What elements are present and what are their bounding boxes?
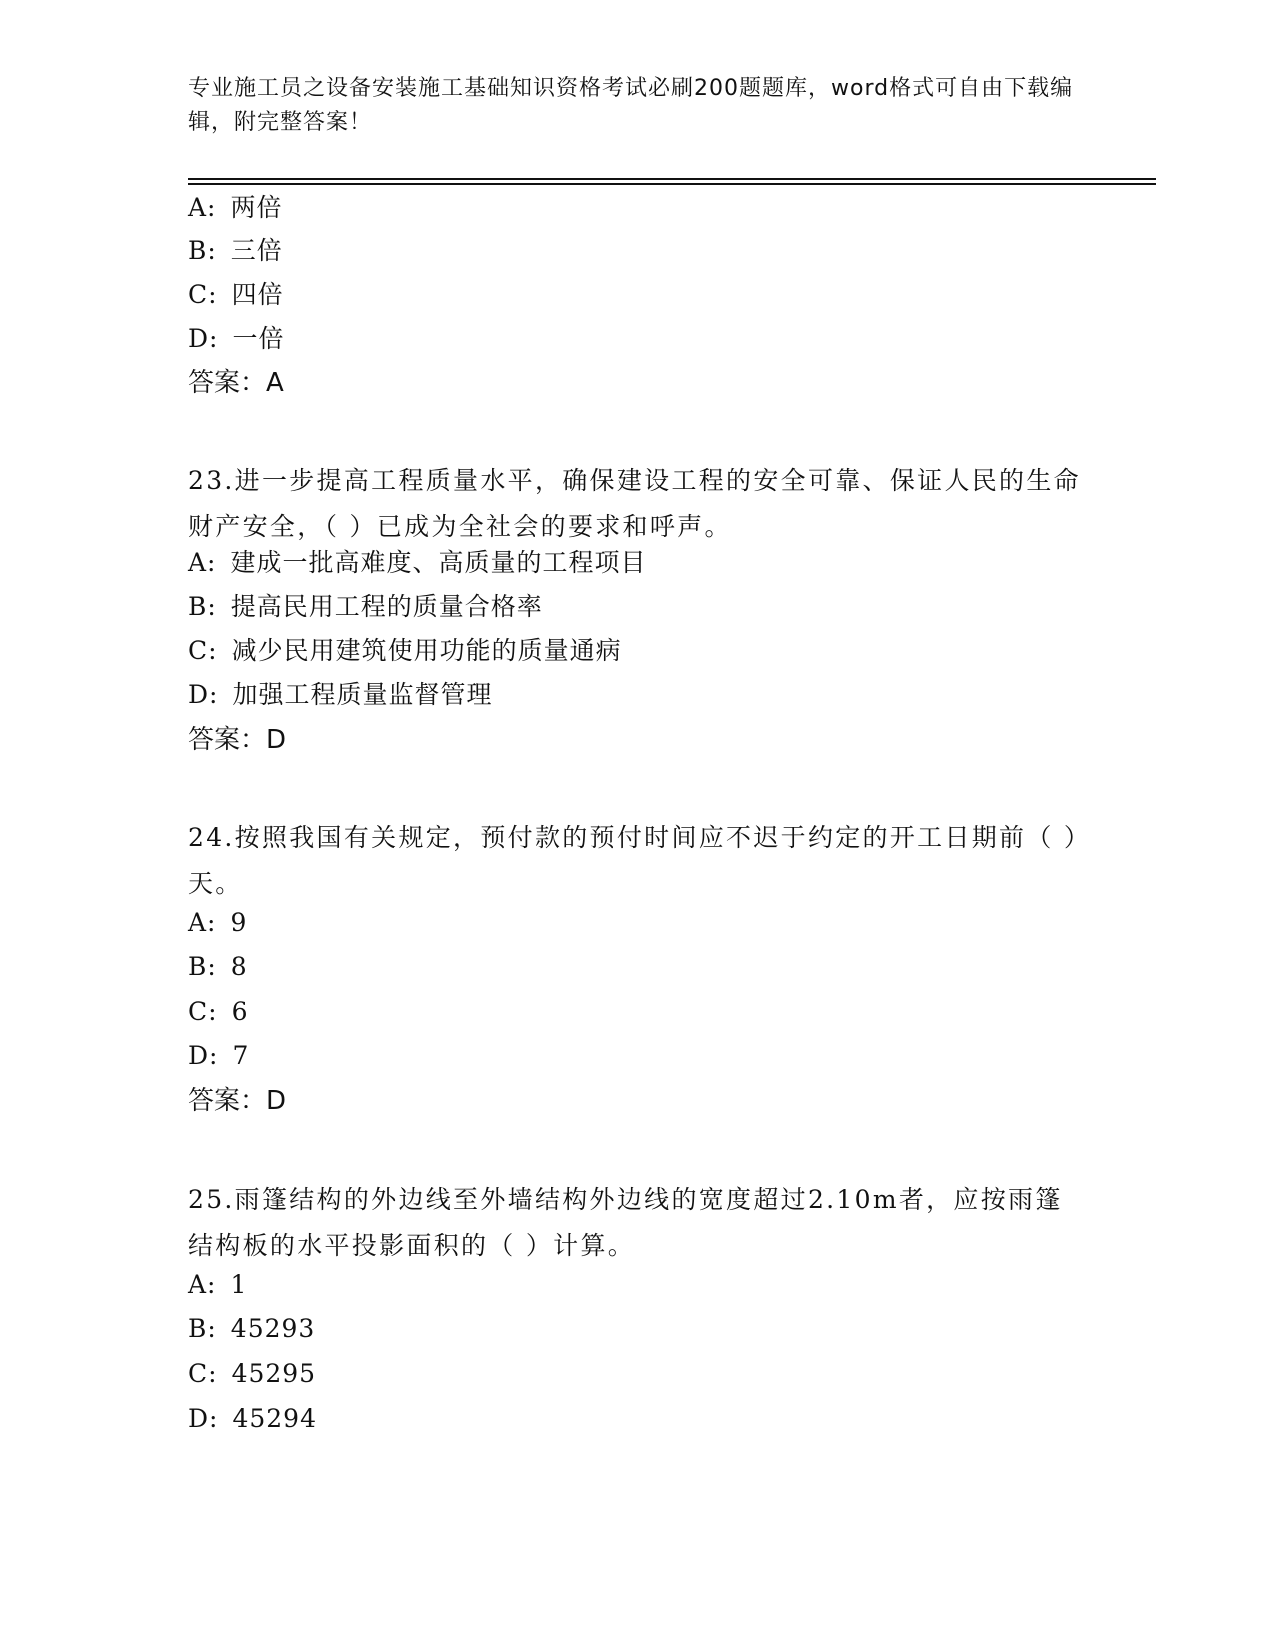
header-divider-bottom	[188, 183, 1156, 185]
q24-option-b: B: 8	[188, 952, 248, 981]
q22-option-d: D: 一倍	[188, 324, 285, 353]
header-divider-top	[188, 178, 1156, 180]
q22-answer: 答案：A	[188, 368, 284, 398]
q25-option-b: B: 45293	[188, 1314, 316, 1343]
q24-answer: 答案：D	[188, 1086, 287, 1116]
q22-option-c: C: 四倍	[188, 280, 284, 309]
q23-question: 23.进一步提高工程质量水平，确保建设工程的安全可靠、保证人民的生命财产安全，（ ）已成为全社会的要求和呼声。	[188, 466, 1081, 541]
q23-option-a: A: 建成一批高难度、高质量的工程项目	[188, 548, 647, 577]
q24-question: 24.按照我国有关规定，预付款的预付时间应不迟于约定的开工日期前（ ）天。	[188, 823, 1079, 898]
q24-option-c: C: 6	[188, 997, 249, 1026]
q24-option-d: D: 7	[188, 1041, 250, 1070]
q23-answer: 答案：D	[188, 725, 287, 755]
q23-option-d: D: 加强工程质量监督管理	[188, 680, 493, 709]
q25-option-c: C: 45295	[188, 1359, 317, 1388]
q25-option-a: A: 1	[188, 1270, 248, 1299]
page-header: 专业施工员之设备安装施工基础知识资格考试必刷200题题库，word格式可自由下载编辑，附完整答案！	[188, 76, 1074, 135]
q25-option-d: D: 45294	[188, 1404, 317, 1433]
q22-option-b: B: 三倍	[188, 236, 283, 265]
q25-question: 25.雨篷结构的外边线至外墙结构外边线的宽度超过2.10m者，应按雨篷结构板的水平投影面积的（ ）计算。	[188, 1185, 1063, 1260]
q24-option-a: A: 9	[188, 908, 248, 937]
q23-option-c: C: 减少民用建筑使用功能的质量通病	[188, 636, 622, 665]
q23-option-b: B: 提高民用工程的质量合格率	[188, 592, 543, 621]
q22-option-a: A: 两倍	[188, 193, 283, 222]
